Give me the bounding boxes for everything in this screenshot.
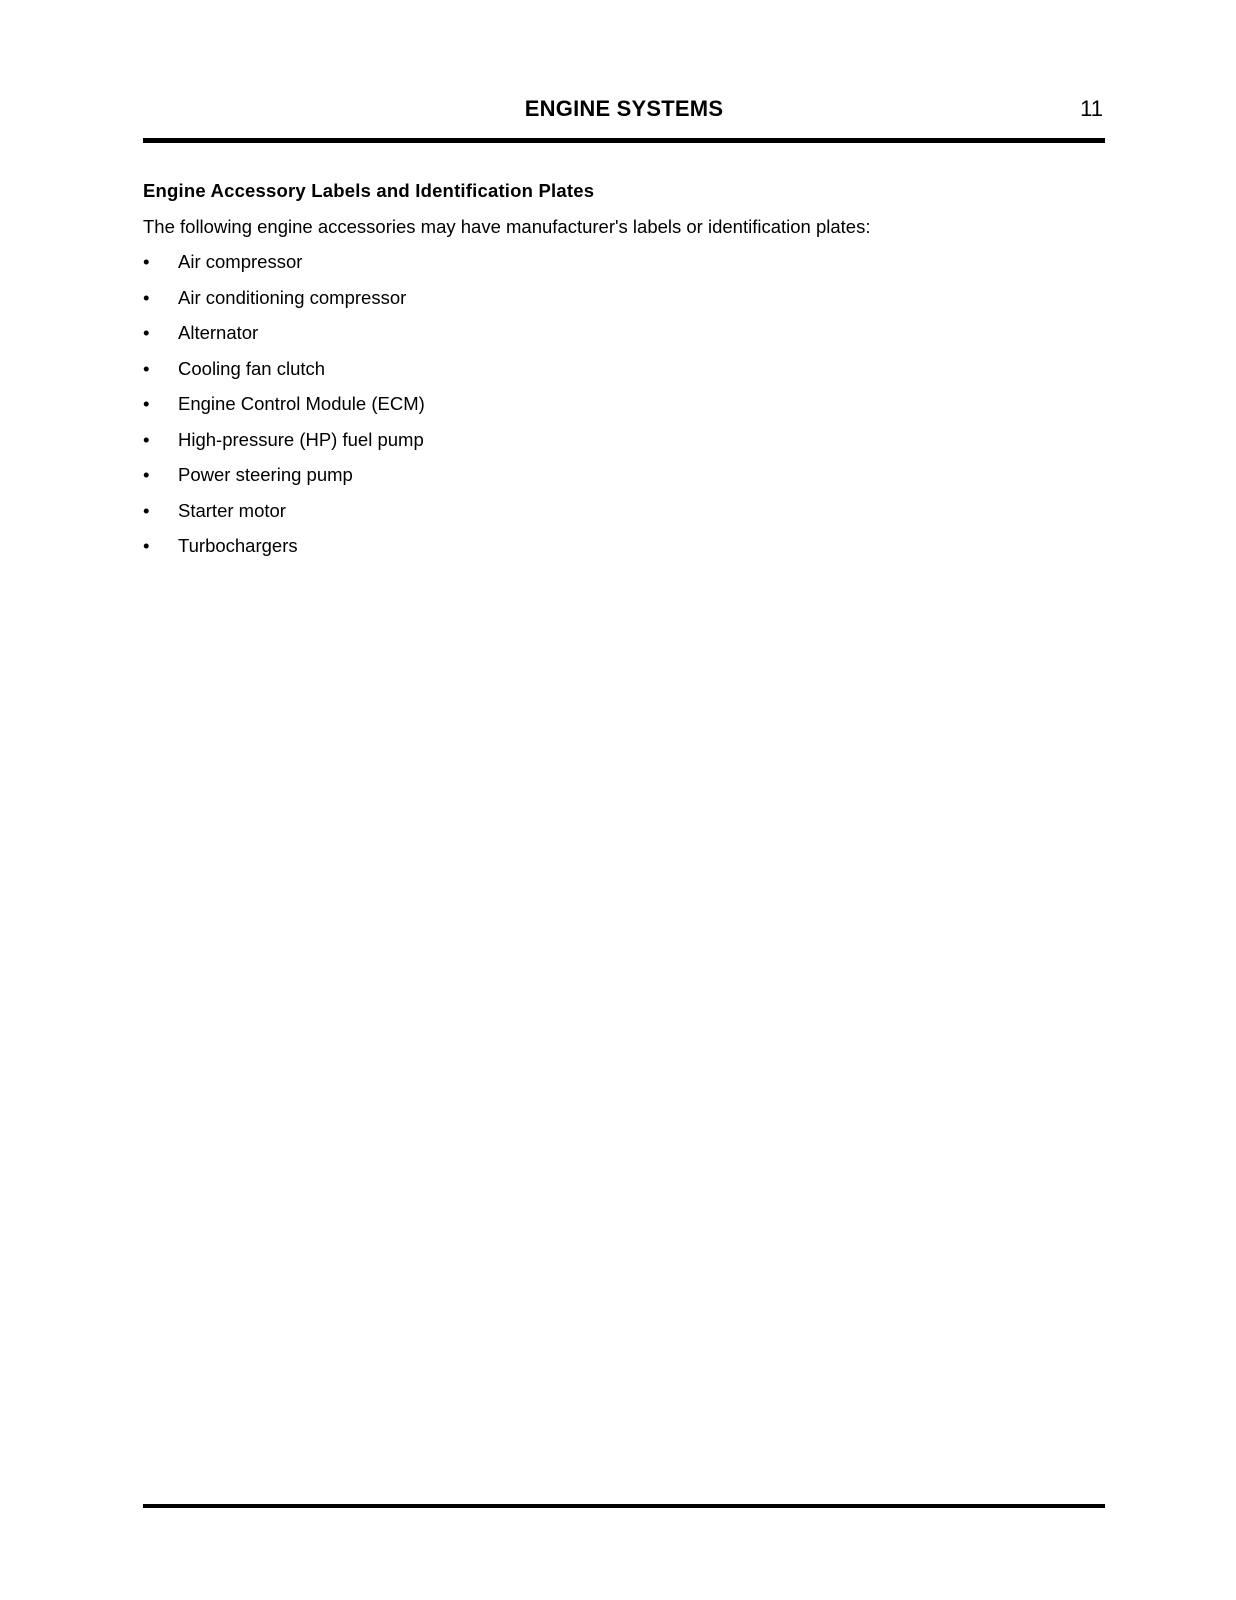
list-item-text: Engine Control Module (ECM) xyxy=(178,393,425,414)
page-content xyxy=(143,178,1105,569)
footer-rule xyxy=(143,1504,1105,1508)
list-item-text: High-pressure (HP) fuel pump xyxy=(178,428,424,450)
bullet-icon: • xyxy=(143,286,150,308)
bullet-icon: • xyxy=(143,499,150,521)
bullet-icon: • xyxy=(143,251,150,272)
bullet-icon: • xyxy=(143,322,150,343)
list-item-text: Air conditioning compressor xyxy=(178,286,407,308)
list-item xyxy=(143,498,1105,534)
bullet-icon: • xyxy=(143,535,150,556)
bullet-icon: • xyxy=(143,428,150,450)
list-item xyxy=(143,285,1105,321)
list-item xyxy=(143,533,1105,569)
accessory-list xyxy=(143,249,1105,569)
bullet-icon: • xyxy=(143,357,150,379)
list-item xyxy=(143,356,1105,392)
bullet-icon: • xyxy=(143,464,150,485)
list-item-text: Starter motor xyxy=(178,499,286,521)
list-item xyxy=(143,249,1105,285)
list-item xyxy=(143,320,1105,356)
header-title: ENGINE SYSTEMS xyxy=(524,96,724,121)
list-item xyxy=(143,427,1105,463)
list-item xyxy=(143,462,1105,498)
list-item-text: Alternator xyxy=(178,322,259,343)
section-heading: Engine Accessory Labels and Identification Plates xyxy=(143,180,595,201)
list-item-text: Cooling fan clutch xyxy=(178,357,326,379)
page-number: 11 xyxy=(1080,96,1103,121)
list-item-text: Turbochargers xyxy=(178,535,298,556)
header-rule xyxy=(143,138,1105,143)
list-item-text: Air compressor xyxy=(178,251,303,272)
intro-paragraph: The following engine accessories may have manufacturer's labels or identification plates: xyxy=(143,216,871,237)
list-item-text: Power steering pump xyxy=(178,464,353,485)
page-header xyxy=(143,92,1105,132)
list-item xyxy=(143,391,1105,427)
bullet-icon: • xyxy=(143,393,150,414)
